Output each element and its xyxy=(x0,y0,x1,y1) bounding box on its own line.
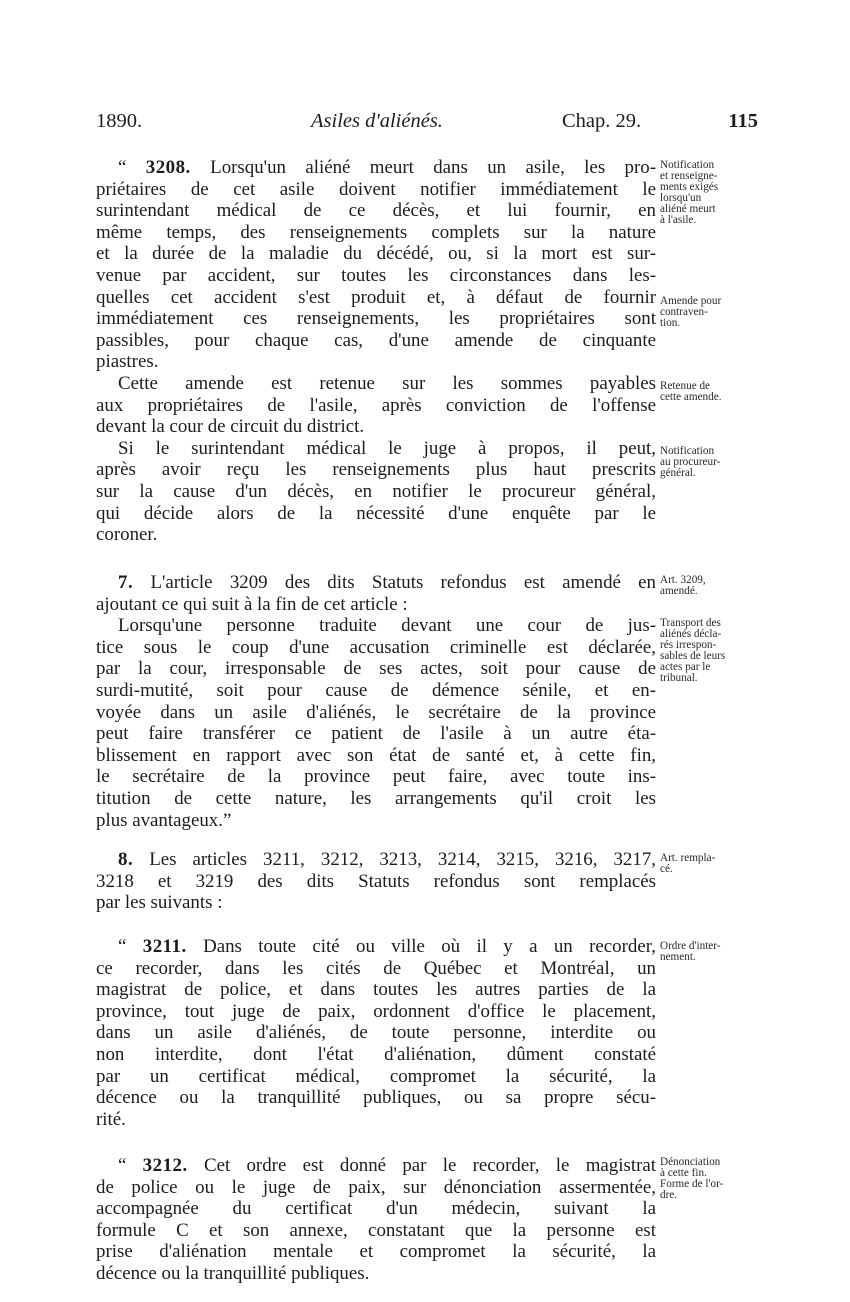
text-line: titution de cette nature, les arrangements qu'il croit les xyxy=(96,787,656,809)
note-line: Art. 3209, xyxy=(660,574,706,586)
note-line: Dénonciation xyxy=(660,1156,721,1168)
text-line: surintendant médical de ce décès, et lui fournir, en xyxy=(96,200,656,222)
text-line: ce recorder, dans les cités de Québec et Montréal, un xyxy=(96,957,656,979)
note-line: à l'asile. xyxy=(660,214,697,226)
text-line: rité. xyxy=(96,1108,126,1130)
text-line: magistrat de police, et dans toutes les autres parties de la xyxy=(96,979,656,1001)
text-line: coroner. xyxy=(96,524,158,546)
margin-note xyxy=(660,575,760,597)
text-line: devant la cour de circuit du district. xyxy=(96,416,365,438)
note-line: tribunal. xyxy=(660,672,698,684)
text-line: ajoutant ce qui suit à la fin de cet article : xyxy=(96,593,408,615)
note-line: général. xyxy=(660,467,696,479)
section-3211 xyxy=(96,936,656,1130)
margin-note xyxy=(660,296,760,329)
margin-note xyxy=(660,853,760,875)
text-line: non interdite, dont l'état d'aliénation, dûment constaté xyxy=(96,1043,656,1065)
text-line: de police ou le juge de paix, sur dénonciation assermentée, xyxy=(96,1176,656,1198)
note-line: Transport des xyxy=(660,617,721,629)
text-line: passibles, pour chaque cas, d'une amende de cinquante xyxy=(96,329,656,351)
text-line: Dans toute cité ou ville où il y a un recorder, xyxy=(203,936,656,957)
section-number: 7. xyxy=(118,572,134,593)
text-line: Lorsqu'une personne traduite devant une cour de jus- xyxy=(118,615,656,637)
text-line: surdi-mutité, soit pour cause de démence sénile, et en- xyxy=(96,679,656,701)
note-line: dre. xyxy=(660,1189,678,1201)
section-7 xyxy=(96,572,656,831)
margin-note xyxy=(660,381,760,403)
text-line: par les suivants : xyxy=(96,892,223,914)
text-line: Les articles 3211, 3212, 3213, 3214, 3215, 3216, 3217, xyxy=(149,849,656,870)
text-line: plus avantageux.” xyxy=(96,809,232,831)
note-line: et renseigne- xyxy=(660,170,718,182)
text-line: priétaires de cet asile doivent notifier immédiatement le xyxy=(96,178,656,200)
open-quote: “ xyxy=(118,1155,143,1176)
note-line: nement. xyxy=(660,951,696,963)
note-line: lorsqu'un xyxy=(660,192,702,204)
text-line: peut faire transférer ce patient de l'asile à un autre éta- xyxy=(96,723,656,745)
text-line: voyée dans un asile d'aliénés, le secrétaire de la province xyxy=(96,701,656,723)
section-number: 3211. xyxy=(142,936,187,957)
note-line: Notification xyxy=(660,159,715,171)
note-line: à cette fin. xyxy=(660,1167,707,1179)
text-line: blissement en rapport avec son état de santé et, à cette fin, xyxy=(96,744,656,766)
note-line: sables de leurs xyxy=(660,650,726,662)
note-line: aliéné meurt xyxy=(660,203,716,215)
note-line: aliénés décla- xyxy=(660,628,722,640)
text-line: immédiatement ces renseignements, les propriétaires sont xyxy=(96,308,656,330)
section-number: 8. xyxy=(118,849,134,870)
header-year: 1890. xyxy=(96,110,143,132)
text-line: L'article 3209 des dits Statuts refondus est amendé en xyxy=(150,572,656,593)
text-line: 3218 et 3219 des dits Statuts refondus sont remplacés xyxy=(96,870,656,892)
note-line: rés irrespon- xyxy=(660,639,717,651)
text-line: accompagnée du certificat d'un médecin, suivant la xyxy=(96,1198,656,1220)
text-line: sur la cause d'un décès, en notifier le procureur général, xyxy=(96,480,656,502)
text-line: province, tout juge de paix, ordonnent d'office le placement, xyxy=(96,1000,656,1022)
section-8 xyxy=(96,849,656,914)
open-quote: “ xyxy=(118,936,143,957)
section-3212 xyxy=(96,1155,656,1285)
note-line: actes par le xyxy=(660,661,711,673)
header-title: Asiles d'aliénés. xyxy=(311,110,443,132)
note-line: contraven- xyxy=(660,306,708,318)
text-line: venue par accident, sur toutes les circonstances dans les- xyxy=(96,264,656,286)
note-line: cé. xyxy=(660,863,673,875)
note-line: tion. xyxy=(660,317,681,329)
margin-note xyxy=(660,1157,760,1201)
note-line: ments exigés xyxy=(660,181,719,193)
text-line: et la durée de la maladie du décédé, ou, si la mort est sur- xyxy=(96,243,656,265)
open-quote: “ xyxy=(118,157,146,178)
section-number: 3208. xyxy=(145,157,191,178)
text-line: tice sous le coup d'une accusation criminelle est déclarée, xyxy=(96,636,656,658)
text-line: le secrétaire de la province peut faire, avec toute ins- xyxy=(96,766,656,788)
page-number: 115 xyxy=(728,110,758,132)
note-line: Ordre d'inter- xyxy=(660,940,721,952)
note-line: Amende pour xyxy=(660,295,722,307)
text-line: par un certificat médical, compromet la sécurité, la xyxy=(96,1065,656,1087)
section-number: 3212. xyxy=(142,1155,188,1176)
header-chapter: Chap. 29. xyxy=(562,110,642,132)
text-line: aux propriétaires de l'asile, après conviction de l'offense xyxy=(96,394,656,416)
note-line: au procureur- xyxy=(660,456,721,468)
text-line: Lorsqu'un aliéné meurt dans un asile, les pro- xyxy=(210,157,657,178)
text-line: par la cour, irresponsable de ses actes, soit pour cause de xyxy=(96,658,656,680)
margin-note xyxy=(660,618,760,684)
text-line: quelles cet accident s'est produit et, à défaut de fournir xyxy=(96,286,656,308)
text-line: formule C et son annexe, constatant que la personne est xyxy=(96,1219,656,1241)
note-line: Retenue de xyxy=(660,380,711,392)
note-line: Forme de l'or- xyxy=(660,1178,724,1190)
text-line: Cet ordre est donné par le recorder, le magistrat xyxy=(203,1155,656,1176)
text-line: décence ou la tranquillité publiques. xyxy=(96,1262,370,1284)
margin-note xyxy=(660,160,760,226)
text-line: même temps, des renseignements complets sur la nature xyxy=(96,221,656,243)
text-line: qui décide alors de la nécessité d'une enquête par le xyxy=(96,502,656,524)
text-line: piastres. xyxy=(96,351,159,373)
section-3208 xyxy=(96,157,656,546)
margin-note xyxy=(660,941,760,963)
text-line: après avoir reçu les renseignements plus haut prescrits xyxy=(96,459,656,481)
margin-note xyxy=(660,446,760,479)
text-line: décence ou la tranquillité publiques, ou sa propre sécu- xyxy=(96,1087,656,1109)
note-line: amendé. xyxy=(660,585,698,597)
running-header xyxy=(96,110,758,140)
text-line: prise d'aliénation mentale et compromet la sécurité, la xyxy=(96,1241,656,1263)
text-line: Si le surintendant médical le juge à propos, il peut, xyxy=(118,437,656,459)
text-line: Cette amende est retenue sur les sommes payables xyxy=(118,372,656,394)
note-line: cette amende. xyxy=(660,391,722,403)
note-line: Art. rempla- xyxy=(660,852,716,864)
text-line: dans un asile d'aliénés, de toute personne, interdite ou xyxy=(96,1022,656,1044)
note-line: Notification xyxy=(660,445,715,457)
